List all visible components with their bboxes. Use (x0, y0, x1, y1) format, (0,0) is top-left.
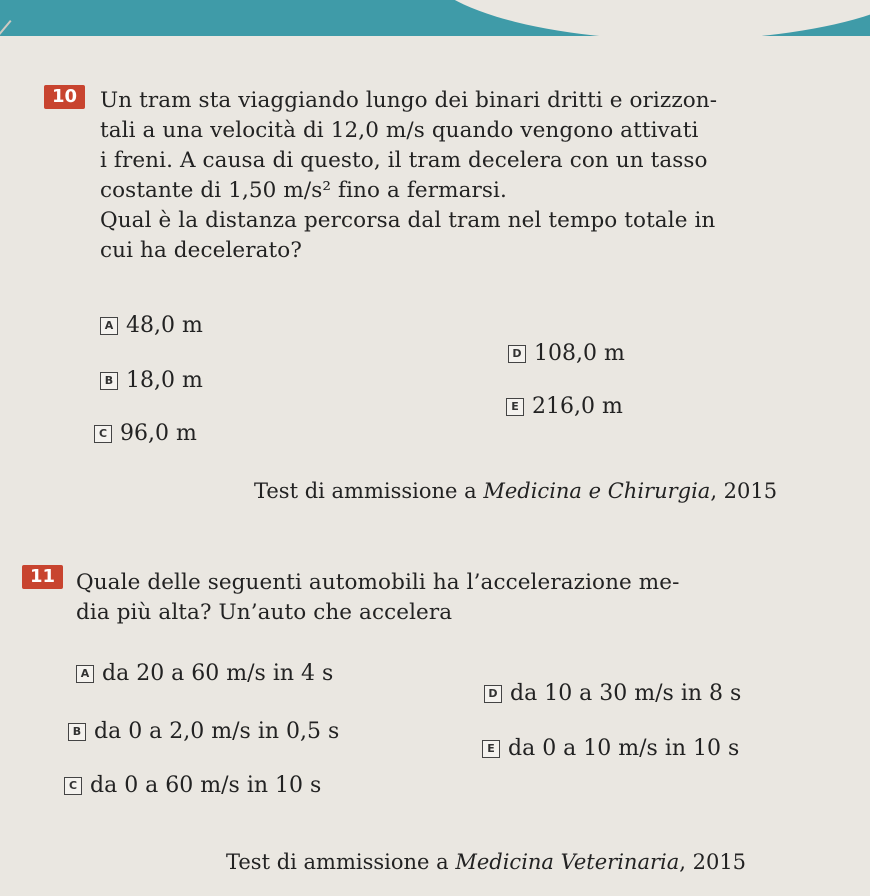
option-letter: A (100, 317, 118, 335)
option-letter: C (94, 425, 112, 443)
option-d[interactable] (508, 340, 625, 368)
question-line: Quale delle seguenti automobili ha l’accelerazione me- (76, 570, 680, 595)
option-b[interactable] (100, 367, 203, 395)
question-number-badge: 11 (22, 565, 63, 589)
banner-curve (420, 0, 870, 40)
option-text: 18,0 m (126, 368, 203, 393)
option-letter: D (484, 685, 502, 703)
question-line: tali a una velocità di 12,0 m/s quando vengono attivati (100, 118, 699, 143)
option-letter: E (506, 398, 524, 416)
option-d[interactable] (484, 680, 741, 708)
source-course: Medicina e Chirurgia (483, 479, 711, 503)
question-line: i freni. A causa di questo, il tram decelera con un tasso (100, 148, 708, 173)
option-b[interactable] (68, 718, 339, 746)
option-letter: D (508, 345, 526, 363)
question-line: Qual è la distanza percorsa dal tram nel tempo totale in (100, 208, 716, 233)
option-text: da 0 a 2,0 m/s in 0,5 s (94, 719, 340, 744)
option-c[interactable] (64, 772, 321, 800)
option-letter: B (68, 723, 86, 741)
option-text: da 0 a 10 m/s in 10 s (508, 736, 740, 761)
option-text: da 0 a 60 m/s in 10 s (90, 773, 322, 798)
source-prefix: Test di ammissione a (254, 479, 484, 503)
question-line: Un tram sta viaggiando lungo dei binari dritti e orizzon- (100, 88, 718, 113)
page-fold-line (0, 20, 12, 159)
source-prefix: Test di ammissione a (226, 850, 456, 874)
option-text: da 10 a 30 m/s in 8 s (510, 681, 742, 706)
question-10-text (100, 86, 717, 266)
source-year: , 2015 (710, 479, 778, 503)
option-text: 96,0 m (120, 421, 197, 446)
question-10-source (254, 477, 777, 505)
question-11-source (226, 848, 746, 876)
question-line: costante di 1,50 m/s² fino a fermarsi. (100, 178, 507, 203)
question-number-badge: 10 (44, 85, 85, 109)
source-course: Medicina Veterinaria (455, 850, 680, 874)
option-letter: C (64, 777, 82, 795)
option-c[interactable] (94, 420, 197, 448)
source-year: , 2015 (679, 850, 747, 874)
option-a[interactable] (76, 660, 333, 688)
option-text: 48,0 m (126, 313, 203, 338)
question-line: cui ha decelerato? (100, 238, 302, 263)
option-text: 108,0 m (534, 341, 625, 366)
option-e[interactable] (482, 735, 739, 763)
option-a[interactable] (100, 312, 203, 340)
option-letter: E (482, 740, 500, 758)
option-letter: A (76, 665, 94, 683)
question-line: dia più alta? Un’auto che accelera (76, 600, 453, 625)
header-banner (0, 0, 870, 36)
option-e[interactable] (506, 393, 623, 421)
option-text: da 20 a 60 m/s in 4 s (102, 661, 334, 686)
option-letter: B (100, 372, 118, 390)
question-11-text (76, 568, 679, 628)
option-text: 216,0 m (532, 394, 623, 419)
